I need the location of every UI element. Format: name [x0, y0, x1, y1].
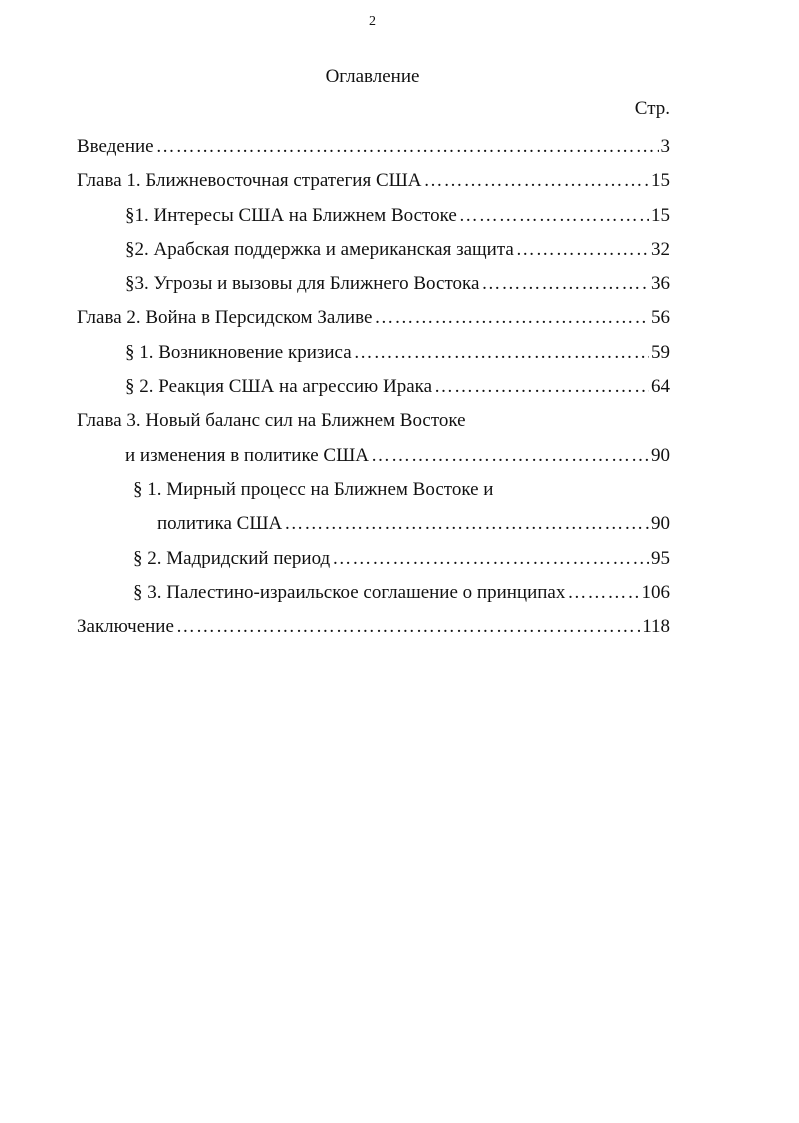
- toc-entry-section-1-1: [77, 199, 670, 233]
- leader-dots: [374, 301, 649, 335]
- toc-entry-section-3-2: [77, 542, 670, 576]
- toc-entry-title: политика США: [157, 513, 283, 535]
- leader-dots: [156, 130, 659, 164]
- toc-entry-title: Глава 2. Война в Персидском Заливе: [77, 307, 373, 329]
- toc-entry-section-2-1: [77, 336, 670, 370]
- page-number: 2: [369, 14, 376, 29]
- toc-entry-title: Заключение: [77, 616, 174, 638]
- toc-entry-title: Глава 3. Новый баланс сил на Ближнем Востоке: [77, 410, 466, 432]
- toc-entry-section-3-3: [77, 576, 670, 610]
- toc-entry-page: 118: [642, 616, 670, 638]
- leader-dots: [354, 336, 649, 370]
- toc-entry-title: Введение: [77, 136, 154, 157]
- toc-entry-conclusion: [77, 610, 670, 644]
- toc-entry-title: и изменения в политике США: [125, 444, 369, 466]
- table-of-contents: [77, 130, 670, 644]
- toc-entry-title: § 2. Реакция США на агрессию Ирака: [125, 376, 433, 398]
- leader-dots: [284, 507, 649, 541]
- toc-entry-page: 95: [651, 547, 670, 569]
- toc-entry-introduction: [77, 130, 670, 164]
- toc-entry-section-2-2: [77, 370, 670, 404]
- toc-entry-title: §2. Арабская поддержка и американская защита: [125, 238, 514, 260]
- toc-entry-chapter-2: [77, 301, 670, 335]
- leader-dots: [481, 267, 649, 301]
- leader-dots: [371, 439, 649, 473]
- toc-entry-title: §3. Угрозы и вызовы для Ближнего Востока: [125, 273, 480, 295]
- toc-entry-section-1-2: [77, 233, 670, 267]
- toc-entry-title: § 1. Мирный процесс на Ближнем Востоке и: [133, 478, 494, 500]
- toc-entry-page: 106: [641, 581, 670, 603]
- toc-entry-section-3-1-continuation: [77, 507, 670, 541]
- leader-dots: [434, 370, 649, 404]
- page-column-label: Стр.: [634, 98, 670, 119]
- toc-entry-page: 90: [651, 444, 670, 466]
- toc-entry-chapter-3: [77, 404, 670, 438]
- leader-dots: [424, 164, 649, 198]
- toc-entry-title: Глава 1. Ближневосточная стратегия США: [77, 170, 422, 192]
- toc-entry-title: § 3. Палестино-израильское соглашение о принципах: [133, 581, 566, 603]
- toc-entry-title: § 1. Возникновение кризиса: [125, 341, 352, 363]
- toc-entry-page: 36: [651, 273, 670, 295]
- toc-entry-title: §1. Интересы США на Ближнем Востоке: [125, 204, 457, 226]
- leader-dots: [332, 542, 649, 576]
- page-title: Оглавление: [325, 66, 420, 87]
- toc-entry-page: 64: [651, 376, 670, 398]
- toc-entry-page: 3: [660, 136, 670, 157]
- toc-entry-page: 56: [651, 307, 670, 329]
- toc-entry-chapter-1: [77, 164, 670, 198]
- toc-entry-section-1-3: [77, 267, 670, 301]
- toc-entry-page: 15: [651, 204, 670, 226]
- toc-entry-page: 59: [651, 341, 670, 363]
- leader-dots: [516, 233, 649, 267]
- toc-entry-section-3-1: [77, 473, 670, 507]
- toc-entry-page: 32: [651, 238, 670, 260]
- toc-entry-chapter-3-continuation: [77, 439, 670, 473]
- leader-dots: [459, 199, 649, 233]
- leader-dots: [567, 576, 639, 610]
- leader-dots: [176, 610, 640, 644]
- toc-entry-page: 90: [651, 513, 670, 535]
- toc-entry-title: § 2. Мадридский период: [133, 547, 331, 569]
- toc-entry-page: 15: [651, 170, 670, 192]
